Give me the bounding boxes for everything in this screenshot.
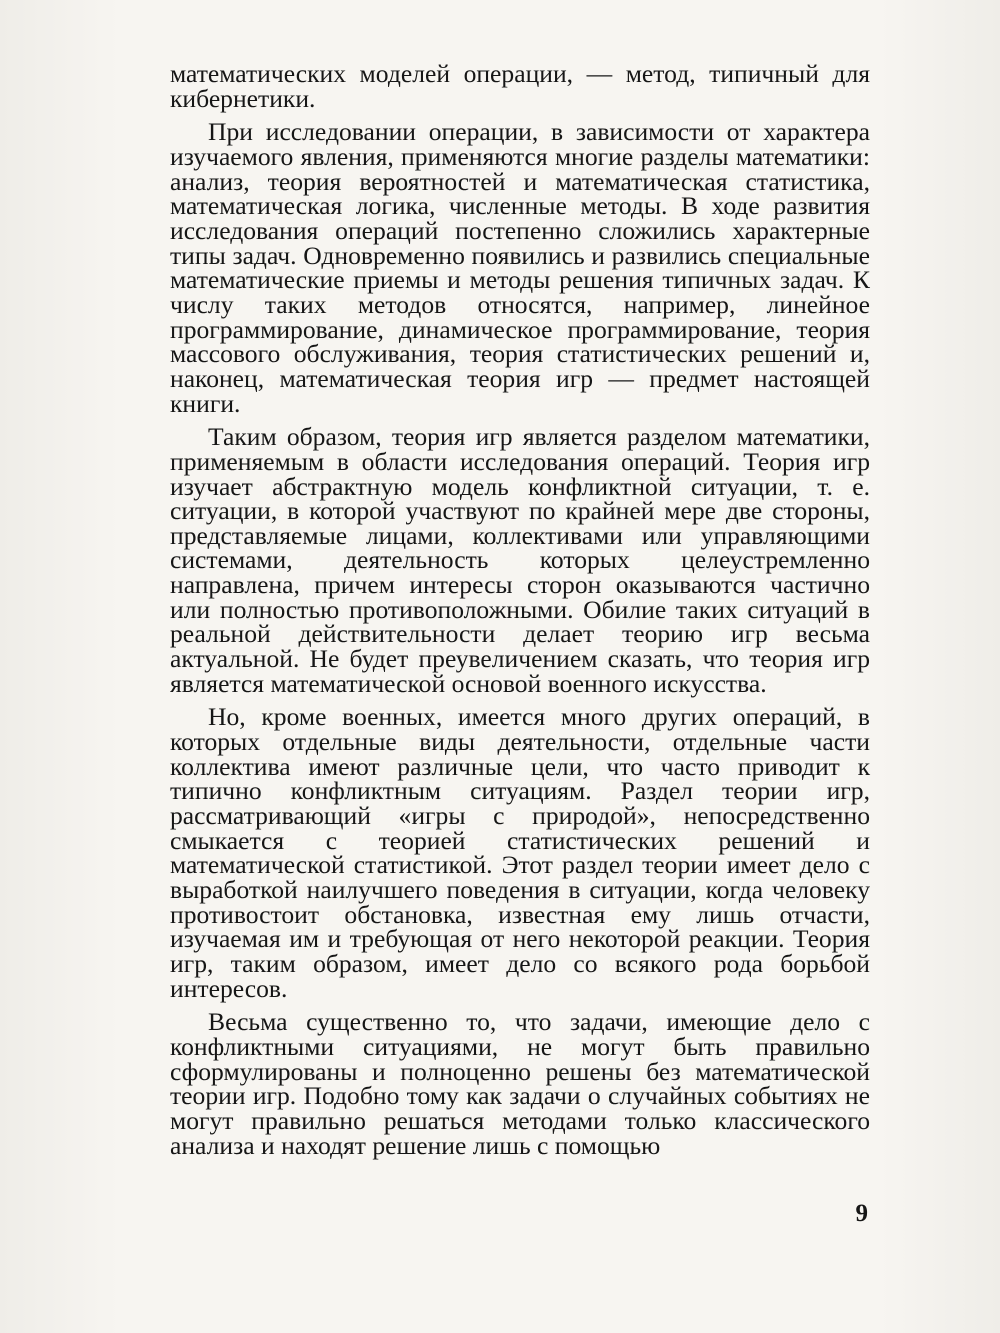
- paragraph: Таким образом, теория игр является разделом математики, применяемым в области исследования операций. Теория игр изучает абстрактную модель конфликтной ситуации, т. е. ситуации, в которой участвуют по крайней мере две стороны, представляемые лицами, коллективами или управляющими системами, деятельность которых целеустремленно направлена, причем интересы сторон оказываются частично или полностью противоположными. Обилие таких ситуаций в реальной действительности делает теорию игр весьма актуальной. Не будет преувеличением сказать, что теория игр является математической основой военного искусства.: [170, 422, 870, 698]
- paragraph: При исследовании операции, в зависимости от характера изучаемого явления, применяются многие разделы математики: анализ, теория вероятностей и математическая статистика, математическая логика, численные методы. В ходе развития исследования операций постепенно сложились характерные типы задач. Одновременно появились и развились специальные математические приемы и методы решения типичных задач. К числу таких методов относятся, например, линейное программирование, динамическое программирование, теория массового обслуживания, теория статистических решений и, наконец, математическая теория игр — предмет настоящей книги.: [170, 117, 870, 418]
- body-text: [170, 59, 870, 1160]
- paragraph-continuation: математических моделей операции, — метод, типичный для кибернетики.: [170, 59, 870, 113]
- page-number: 9: [855, 1200, 868, 1227]
- paragraph: Но, кроме военных, имеется много других операций, в которых отдельные виды деятельности, отдельные части коллектива имеют различные цели, что часто приводит к типично конфликтным ситуациям. Раздел теории игр, рассматривающий «игры с природой», непосредственно смыкается с теорией статистических решений и математической статистикой. Этот раздел теории имеет дело с выработкой наилучшего поведения в ситуации, когда человеку противостоит обстановка, известная ему лишь отчасти, изучаемая им и требующая от него некоторой реакции. Теория игр, таким образом, имеет дело со всякого рода борьбой интересов.: [170, 702, 870, 1003]
- paragraph: Весьма существенно то, что задачи, имеющие дело с конфликтными ситуациями, не могут быть правильно сформулированы и полноценно решены без математической теории игр. Подобно тому как задачи о случайных событиях не могут правильно решаться методами только классического анализа и находят решение лишь с помощью: [170, 1007, 870, 1160]
